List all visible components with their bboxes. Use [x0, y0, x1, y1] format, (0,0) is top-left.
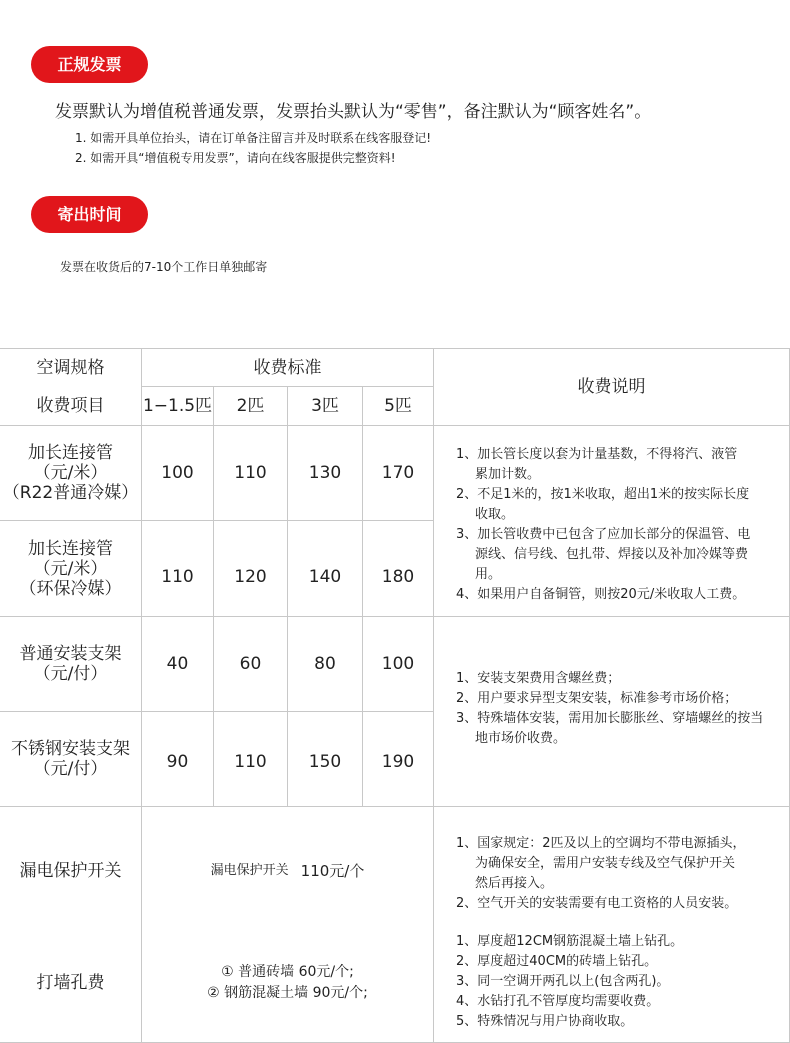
drill-price-line: ② 钢筋混凝土墙 90元/个; [207, 985, 368, 1001]
price-cell: 100 [381, 654, 415, 674]
price-cell: 100 [161, 463, 194, 483]
size-header-4: 5匹 [384, 396, 412, 416]
size-header-2: 2匹 [236, 396, 265, 416]
note-line: 然后再接入。 [475, 876, 554, 891]
shipping-badge: 寄出时间 [31, 196, 148, 233]
price-cell: 190 [381, 752, 415, 772]
note-line: 为确保安全，需用户安装专线及空气保护开关 [475, 856, 736, 871]
row-name-line: （R22普通冷媒） [2, 483, 139, 503]
price-cell: 150 [308, 752, 342, 772]
row-name-line: 加长连接管 [28, 538, 113, 559]
note-line: 4、水钻打孔不管厚度均需要收费。 [456, 994, 660, 1009]
note-line: 3、加长管收费中已包含了应加长部分的保温管、电 [456, 527, 751, 542]
drill-row-name: 打墙孔费 [36, 972, 105, 993]
invoice-badge: 正规发票 [31, 46, 148, 83]
price-cell: 90 [166, 752, 189, 772]
price-cell: 120 [234, 567, 267, 587]
pipe-notes [456, 445, 750, 605]
note-line: 累加计数。 [475, 467, 541, 482]
switch-label: 漏电保护开关 [210, 863, 289, 878]
price-cell: 140 [308, 567, 342, 587]
item-header: 收费项目 [36, 396, 105, 416]
note-line: 2、不足1米的，按1米收取，超出1米的按实际长度 [456, 487, 750, 502]
price-cell: 130 [308, 463, 342, 483]
row-name-line: （元/付） [33, 759, 108, 779]
price-cell: 110 [161, 567, 194, 587]
price-cell: 110 [234, 752, 267, 772]
row-name-line: （元/米） [33, 558, 108, 579]
row-name-line: （元/付） [33, 664, 108, 684]
size-header-3: 3匹 [311, 396, 339, 416]
note-line: 4、如果用户自备铜管，则按20元/米收取人工费。 [456, 587, 746, 602]
price-cell: 80 [314, 654, 336, 674]
bracket-notes [456, 669, 763, 749]
table-row-name [0, 712, 141, 806]
note-line: 3、特殊墙体安装，需用加长膨胀丝、穿墙螺丝的按当 [456, 711, 764, 726]
switch-row-name: 漏电保护开关 [19, 861, 122, 881]
price-cell: 180 [381, 567, 415, 587]
row-name-line: 不锈钢安装支架 [11, 739, 130, 759]
price-cell: 40 [166, 654, 189, 674]
note-line: 收取。 [475, 507, 515, 522]
note-line: 1、安装支架费用含螺丝费； [456, 671, 621, 686]
drill-notes [456, 932, 683, 1032]
note-line: 2、厚度超过40CM的砖墙上钻孔。 [456, 954, 658, 969]
spec-header: 空调规格 [36, 357, 105, 378]
note-line: 源线、信号线、包扎带、焊接以及补加冷媒等费 [475, 547, 749, 562]
invoice-default-text: 发票默认为增值税普通发票，发票抬头默认为“零售”，备注默认为“顾客姓名”。 [55, 102, 652, 122]
table-row-name [0, 426, 141, 520]
price-cell: 170 [381, 463, 415, 483]
invoice-note-1: 1. 如需开具单位抬头，请在订单备注留言并及时联系在线客服登记! [75, 131, 432, 145]
table-row-name [0, 617, 141, 711]
table-row-name [0, 521, 141, 616]
note-line: 用。 [475, 567, 502, 582]
switch-price-value: 110元/个 [300, 862, 365, 880]
shipping-text: 发票在收货后的7-10个工作日单独邮寄 [60, 260, 268, 274]
col-divider-5 [433, 348, 434, 1042]
price-cell: 110 [234, 463, 267, 483]
note-line: 地市场价收费。 [475, 731, 567, 746]
drill-price-line: ① 普通砖墙 60元/个; [221, 964, 354, 980]
row-name-line: （环保冷媒） [19, 578, 122, 599]
note-line: 1、厚度超12CM钢筋混凝土墙上钻孔。 [456, 934, 684, 949]
note-line: 1、加长管长度以套为计量基数，不得将汽、液管 [456, 447, 738, 462]
row-name-line: （元/米） [33, 463, 108, 483]
row-name-line: 普通安装支架 [19, 644, 122, 664]
note-line: 5、特殊情况与用户协商收取。 [456, 1014, 634, 1029]
note-line: 2、空气开关的安装需要有电工资格的人员安装。 [456, 896, 738, 911]
invoice-note-2: 2. 如需开具“增值税专用发票”，请向在线客服提供完整资料! [75, 151, 396, 165]
switch-price [142, 807, 433, 935]
drill-price [142, 955, 433, 1011]
desc-header: 收费说明 [577, 377, 646, 397]
note-line: 3、同一空调开两孔以上(包含两孔)。 [456, 974, 670, 989]
fee-header: 收费标准 [253, 357, 322, 378]
price-cell: 60 [239, 654, 262, 674]
note-line: 2、用户要求异型支架安装，标准参考市场价格； [456, 691, 738, 706]
note-line: 1、国家规定：2匹及以上的空调均不带电源插头， [456, 836, 746, 851]
switch-notes [456, 834, 746, 914]
size-header-1: 1−1.5匹 [142, 396, 213, 416]
row-name-line: 加长连接管 [28, 443, 113, 463]
